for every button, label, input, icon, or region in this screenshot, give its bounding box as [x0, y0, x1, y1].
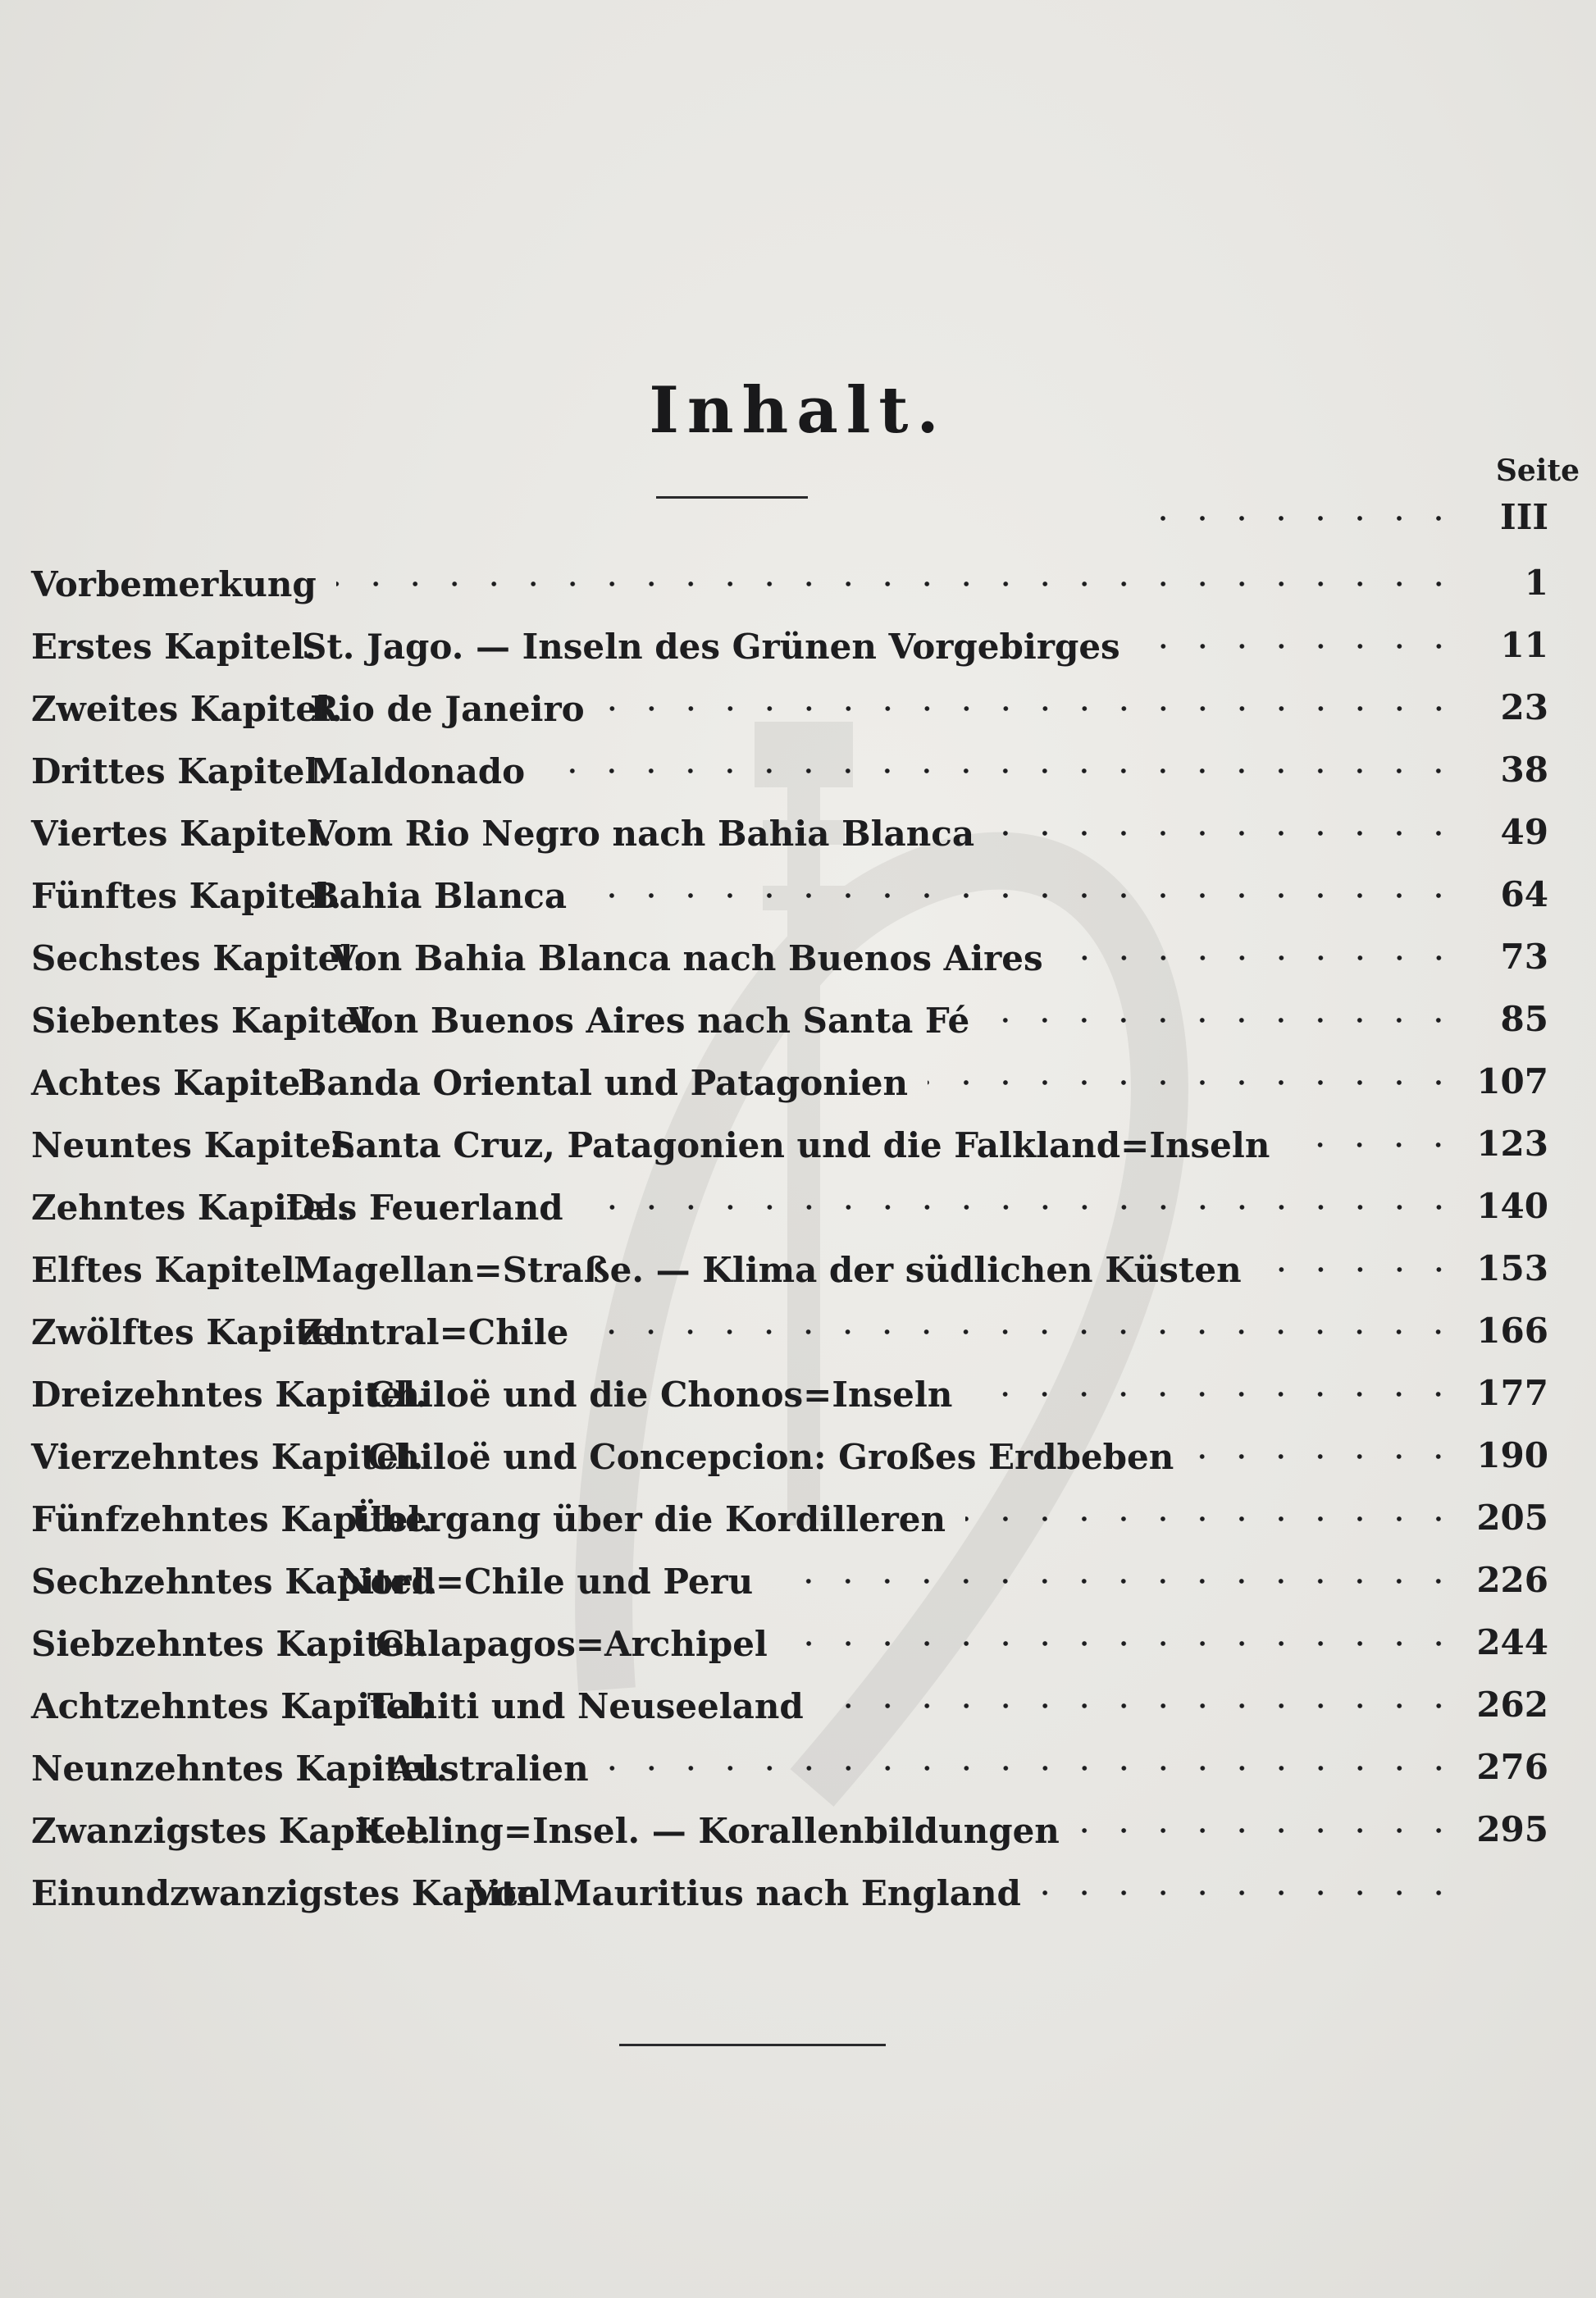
toc-row	[31, 1368, 1548, 1417]
page-number: 73	[1500, 937, 1548, 977]
dot-leader	[1063, 955, 1458, 961]
toc-row	[31, 994, 1548, 1043]
toc-row	[31, 807, 1548, 856]
toc-row	[31, 1493, 1548, 1542]
toc-row	[31, 558, 1548, 607]
chapter-title: Chiloë und Concepcion: Großes Erdbeben	[367, 1437, 1174, 1477]
dot-leader	[972, 1391, 1458, 1397]
toc-row	[31, 1804, 1548, 1853]
toc-row	[31, 1119, 1548, 1168]
toc-row	[31, 1617, 1548, 1667]
chapter-title: Galapagos=Archipel	[376, 1624, 768, 1664]
page-number: 11	[1500, 625, 1548, 665]
toc-row	[31, 745, 1548, 794]
page-number: 153	[1476, 1248, 1548, 1288]
page-number: 190	[1476, 1435, 1548, 1475]
toc-row	[31, 1555, 1548, 1604]
dot-leader	[336, 581, 1458, 587]
toc-row-roman	[31, 492, 1548, 541]
dot-leader	[965, 1516, 1458, 1522]
chapter-label: Fünfzehntes Kapitel.	[31, 1499, 433, 1539]
page-number: 49	[1500, 812, 1548, 852]
chapter-label: Siebentes Kapitel.	[31, 1001, 384, 1041]
chapter-title: Keeling=Insel. — Korallenbildungen	[355, 1811, 1060, 1851]
dot-leader	[823, 1703, 1458, 1709]
page-number: 276	[1476, 1747, 1548, 1787]
page-number: 166	[1476, 1311, 1548, 1351]
chapter-label: Achtes Kapitel.	[31, 1063, 326, 1103]
toc-row	[31, 932, 1548, 981]
page-number: 85	[1500, 999, 1548, 1039]
page-number: 107	[1476, 1061, 1548, 1101]
chapter-title: Vom Rio Negro nach Bahia Blanca	[310, 814, 975, 854]
chapter-label: Viertes Kapitel.	[31, 814, 332, 854]
dot-leader	[1261, 1266, 1458, 1273]
chapter-title: Zentral=Chile	[298, 1312, 569, 1352]
chapter-title: Übergang über die Kordilleren	[351, 1499, 946, 1539]
chapter-label: Sechstes Kapitel.	[31, 938, 365, 978]
chapter-title: Australien	[388, 1749, 589, 1789]
dot-leader	[994, 830, 1458, 837]
page-number: 1	[1524, 563, 1548, 603]
toc-row	[31, 869, 1548, 919]
chapter-title: Banda Oriental und Patagonien	[298, 1063, 909, 1103]
chapter-label: Zwanzigstes Kapitel.	[31, 1811, 431, 1851]
chapter-title: Bahia Blanca	[310, 876, 568, 916]
dot-leader	[1155, 515, 1458, 522]
dot-leader	[588, 1329, 1458, 1335]
closing-rule	[619, 2044, 886, 2046]
chapter-label: Dreizehntes Kapitel.	[31, 1375, 427, 1415]
chapter-title: St. Jago. — Inseln des Grünen Vorgebirges	[302, 627, 1120, 667]
chapter-label: Einundzwanzigstes Kapitel.	[31, 1873, 564, 1913]
dot-leader	[773, 1578, 1458, 1584]
dot-leader	[545, 768, 1458, 774]
toc-row	[31, 1181, 1548, 1230]
dot-leader	[609, 1765, 1458, 1771]
page-number: 64	[1500, 874, 1548, 914]
chapter-title: Maldonado	[310, 751, 526, 791]
chapter-label: Sechzehntes Kapitel.	[31, 1562, 437, 1602]
chapter-title: Von Mauritius nach England	[470, 1873, 1021, 1913]
chapter-title: Chiloë und die Chonos=Inseln	[367, 1375, 953, 1415]
page-number: 226	[1476, 1560, 1548, 1600]
dot-leader	[1041, 1890, 1458, 1896]
dot-leader	[586, 892, 1458, 899]
chapter-label: Elftes Kapitel.	[31, 1250, 308, 1290]
chapter-label: Zwölftes Kapitel.	[31, 1312, 358, 1352]
chapter-title: Rio de Janeiro	[310, 689, 585, 729]
dot-leader	[989, 1017, 1458, 1024]
page-number: 177	[1476, 1373, 1548, 1413]
dot-leader	[604, 705, 1458, 712]
dot-leader	[1193, 1453, 1458, 1460]
toc-row	[31, 1306, 1548, 1355]
chapter-label: Siebzehntes Kapitel.	[31, 1624, 429, 1664]
dot-leader	[1140, 643, 1458, 650]
page-number: 123	[1476, 1124, 1548, 1164]
chapter-title: Von Bahia Blanca nach Buenos Aires	[331, 938, 1043, 978]
chapter-label: Vierzehntes Kapitel.	[31, 1437, 424, 1477]
chapter-title: Von Buenos Aires nach Santa Fé	[347, 1001, 970, 1041]
chapter-title: Nord=Chile und Peru	[339, 1562, 754, 1602]
page-number: 295	[1476, 1809, 1548, 1849]
contents-heading: Inhalt.	[649, 373, 947, 448]
page-column-header: Seite	[1495, 454, 1580, 488]
dot-leader	[787, 1640, 1458, 1647]
chapter-label: Drittes Kapitel.	[31, 751, 331, 791]
chapter-title: Das Feuerland	[285, 1188, 563, 1228]
chapter-label: Zehntes Kapitel.	[31, 1188, 350, 1228]
page-number: 23	[1500, 687, 1548, 727]
page-number: 244	[1476, 1622, 1548, 1662]
chapter-label: Zweites Kapitel.	[31, 689, 343, 729]
page-number: 38	[1500, 750, 1548, 790]
page-number: 205	[1476, 1498, 1548, 1538]
dot-leader	[583, 1204, 1458, 1211]
toc-row	[31, 1430, 1548, 1480]
chapter-title: Magellan=Straße. — Klima der südlichen Küsten	[294, 1250, 1242, 1290]
toc-row	[31, 1056, 1548, 1106]
chapter-label: Neunzehntes Kapitel.	[31, 1749, 448, 1789]
dot-leader	[928, 1079, 1458, 1086]
toc-row	[31, 1243, 1548, 1293]
page-number: III	[1500, 497, 1548, 537]
chapter-title: Santa Cruz, Patagonien und die Falkland=Inseln	[331, 1125, 1270, 1165]
toc-row	[31, 1867, 1548, 1916]
page-number: 140	[1476, 1186, 1548, 1226]
toc-row	[31, 1680, 1548, 1729]
chapter-label: Fünftes Kapitel.	[31, 876, 342, 916]
chapter-label: Achtzehntes Kapitel.	[31, 1686, 433, 1726]
toc-row	[31, 682, 1548, 732]
dot-leader	[1079, 1827, 1458, 1834]
toc-row	[31, 620, 1548, 669]
chapter-title: Tahiti und Neuseeland	[367, 1686, 804, 1726]
chapter-label: Vorbemerkung	[31, 564, 317, 604]
dot-leader	[1289, 1142, 1458, 1148]
page-number: 262	[1476, 1685, 1548, 1725]
toc-row	[31, 1742, 1548, 1791]
chapter-label: Erstes Kapitel.	[31, 627, 317, 667]
chapter-label: Neuntes Kapitel.	[31, 1125, 357, 1165]
